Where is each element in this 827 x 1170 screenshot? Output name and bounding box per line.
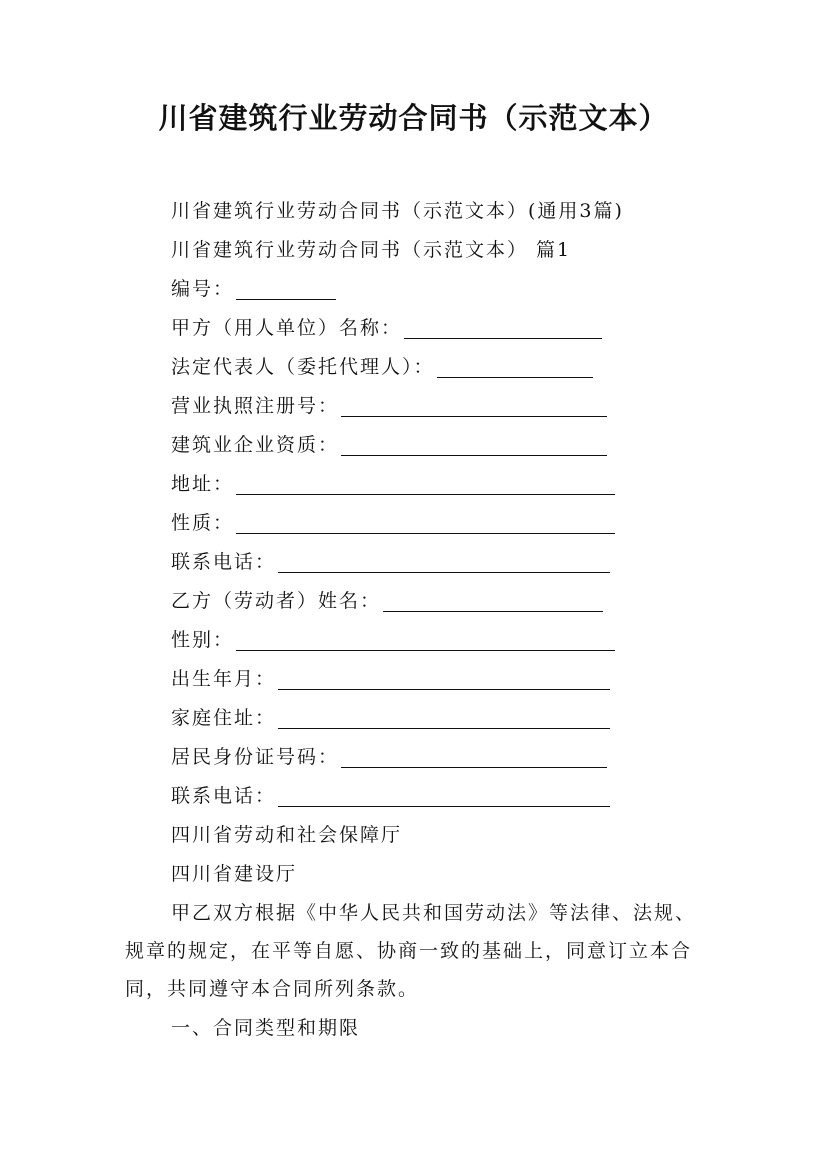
field-employee-phone — [171, 783, 610, 809]
contract-number-blank — [236, 279, 336, 300]
field-label: 营业执照注册号： — [171, 395, 340, 417]
field-label: 法定代表人（委托代理人）： — [171, 356, 435, 378]
business-license-blank — [341, 396, 607, 417]
field-label: 联系电话： — [171, 785, 277, 807]
field-employee-home-address — [171, 705, 610, 731]
field-label: 地址： — [171, 473, 235, 495]
field-label: 居民身份证号码： — [171, 746, 340, 768]
field-label: 性别： — [171, 629, 235, 651]
legal-representative-blank — [437, 357, 593, 378]
employee-name-blank — [383, 591, 603, 612]
section-1-heading: 一、合同类型和期限 — [171, 1017, 361, 1039]
employer-phone-blank — [278, 552, 610, 573]
field-employee-name — [171, 588, 603, 614]
field-label: 性质： — [171, 512, 235, 534]
issuer-labor-department: 四川省劳动和社会保障厅 — [171, 824, 403, 846]
employer-address-blank — [236, 474, 615, 495]
field-construction-qualification — [171, 432, 607, 458]
field-legal-representative — [171, 354, 593, 380]
field-contract-number — [171, 276, 336, 302]
field-employer-address — [171, 471, 615, 497]
field-business-license-number — [171, 393, 607, 419]
preamble-paragraph: 甲乙双方根据《中华人民共和国劳动法》等法律、法规、规章的规定，在平等自愿、协商一致的基础上，同意订立本合同，共同遵守本合同所列条款。 — [125, 902, 697, 1000]
field-label: 建筑业企业资质： — [171, 434, 340, 456]
document-title: 川省建筑行业劳动合同书（示范文本） — [158, 101, 669, 135]
field-employer-nature — [171, 510, 615, 536]
field-label: 出生年月： — [171, 668, 277, 690]
field-label: 联系电话： — [171, 551, 277, 573]
field-employee-id-number — [171, 744, 607, 770]
field-employee-birth — [171, 666, 610, 692]
employee-birth-blank — [278, 669, 610, 690]
issuer-construction-department: 四川省建设厅 — [171, 863, 298, 885]
employee-phone-blank — [278, 786, 610, 807]
field-label: 编号： — [171, 278, 235, 300]
field-label: 家庭住址： — [171, 707, 277, 729]
field-employee-gender — [171, 627, 615, 653]
employee-id-number-blank — [341, 747, 607, 768]
subtitle-general: 川省建筑行业劳动合同书（示范文本）(通用3篇) — [171, 200, 624, 222]
employer-nature-blank — [236, 513, 615, 534]
construction-qualification-blank — [341, 435, 607, 456]
subtitle-part-1: 川省建筑行业劳动合同书（示范文本） 篇1 — [171, 239, 572, 261]
field-employer-phone — [171, 549, 610, 575]
field-label: 甲方（用人单位）名称： — [171, 317, 403, 339]
field-label: 乙方（劳动者）姓名： — [171, 590, 382, 612]
field-employer-name — [171, 315, 602, 341]
employer-name-blank — [404, 318, 602, 339]
employee-gender-blank — [236, 630, 615, 651]
employee-home-address-blank — [278, 708, 610, 729]
